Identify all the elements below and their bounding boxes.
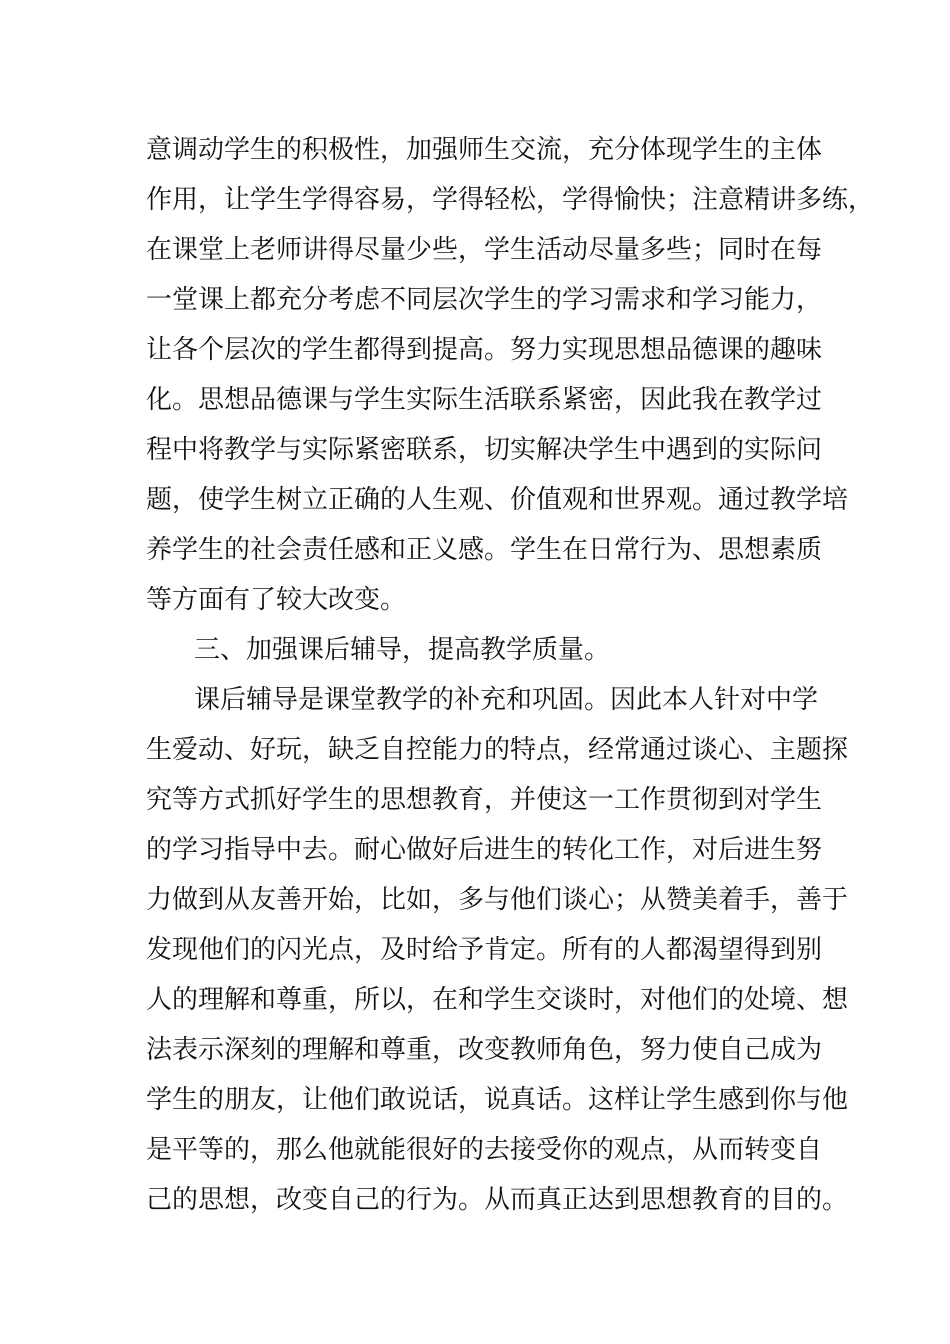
section-heading: 三、加强课后辅导，提高教学质量。 <box>194 635 611 665</box>
text-line-1: 意调动学生的积极性，加强师生交流，充分体现学生的主体 <box>146 135 823 165</box>
text-line-19: 法表示深刻的理解和尊重，改变教师角色，努力使自己成为 <box>146 1035 823 1065</box>
text-line-17: 发现他们的闪光点，及时给予肯定。所有的人都渴望得到别 <box>146 935 823 965</box>
text-line-13: 生爱动、好玩，缺乏自控能力的特点，经常通过谈心、主题探 <box>146 735 849 765</box>
text-line-20: 学生的朋友，让他们敢说话，说真话。这样让学生感到你与他 <box>146 1085 849 1115</box>
text-line-15: 的学习指导中去。耐心做好后进生的转化工作，对后进生努 <box>146 835 823 865</box>
text-line-16: 力做到从友善开始，比如，多与他们谈心；从赞美着手，善于 <box>146 885 849 915</box>
text-line-7: 程中将教学与实际紧密联系，切实解决学生中遇到的实际问 <box>146 435 823 465</box>
text-line-9: 养学生的社会责任感和正义感。学生在日常行为、思想素质 <box>146 535 823 565</box>
text-line-21: 是平等的，那么他就能很好的去接受你的观点，从而转变自 <box>146 1135 823 1165</box>
text-line-2: 作用，让学生学得容易，学得轻松，学得愉快；注意精讲多练， <box>146 185 875 215</box>
text-line-18: 人的理解和尊重，所以，在和学生交谈时，对他们的处境、想 <box>146 985 849 1015</box>
text-line-3: 在课堂上老师讲得尽量少些，学生活动尽量多些；同时在每 <box>146 235 823 265</box>
text-line-5: 让各个层次的学生都得到提高。努力实现思想品德课的趣味 <box>146 335 823 365</box>
text-line-14: 究等方式抓好学生的思想教育，并使这一工作贯彻到对学生 <box>146 785 823 815</box>
text-line-6: 化。思想品德课与学生实际生活联系紧密，因此我在教学过 <box>146 385 823 415</box>
text-line-12: 课后辅导是课堂教学的补充和巩固。因此本人针对中学 <box>194 685 819 715</box>
text-line-10: 等方面有了较大改变。 <box>146 585 407 615</box>
text-line-4: 一堂课上都充分考虑不同层次学生的学习需求和学习能力， <box>146 285 823 315</box>
text-line-22: 己的思想，改变自己的行为。从而真正达到思想教育的目的。 <box>146 1185 849 1215</box>
text-line-8: 题，使学生树立正确的人生观、价值观和世界观。通过教学培 <box>146 485 849 515</box>
